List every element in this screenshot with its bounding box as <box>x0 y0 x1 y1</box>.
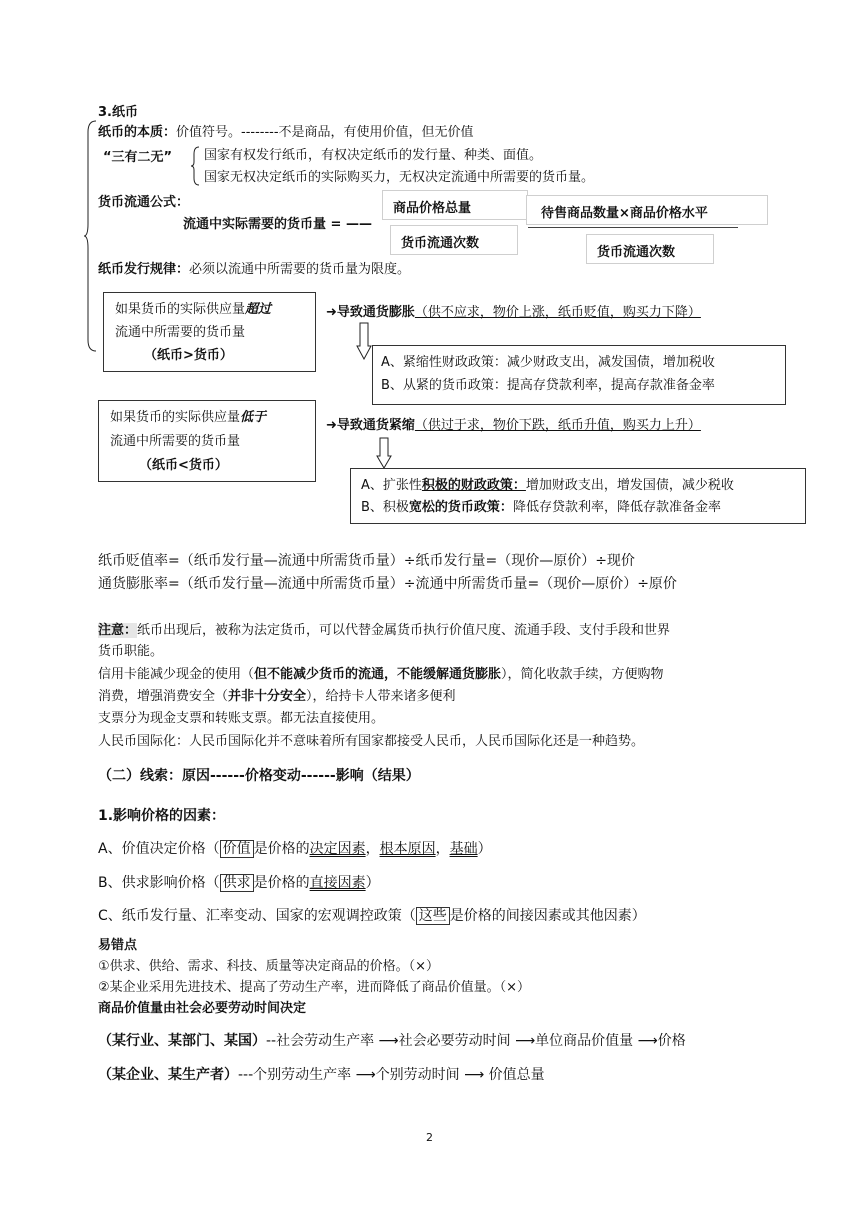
inflation-rate-formula: 通货膨胀率=（纸币发行量—流通中所需货币量）÷流通中所需货币量=（现价—原价）÷原价 <box>98 576 677 592</box>
note-line-3-c: ），简化收款手续，方便购物 <box>501 667 664 682</box>
inflation-line-1-text: 如果货币的实际供应量 <box>115 302 246 317</box>
deflation-policy-a-pre: A、扩张性 <box>361 478 422 493</box>
arrow-right-icon: ⟶ <box>459 1067 489 1083</box>
deflation-result-label: ➜导致通货紧缩 <box>326 418 415 433</box>
deflation-line-1 <box>110 409 266 427</box>
note-line-4-c: ），给持卡人带来诸多便利 <box>306 689 456 704</box>
factor-b-term1: 直接因素 <box>309 875 366 891</box>
factor-b-mid: 是价格的 <box>253 875 310 891</box>
note-line-2: 货币职能。 <box>98 644 164 659</box>
inflation-result <box>326 304 701 322</box>
arrow-right-icon: ⟶ <box>510 1033 536 1049</box>
error-point-2: ②某企业采用先进技术、提高了劳动生产率，进而降低了商品价值量。（×） <box>98 980 531 995</box>
value-heading: 商品价值量由社会必要劳动时间决定 <box>98 1001 307 1016</box>
factor-a-end: ） <box>477 841 492 857</box>
chain-individual-step2: 个别劳动时间 <box>375 1067 460 1083</box>
factor-a-pre: A、价值决定价格（ <box>98 841 220 857</box>
factor-a <box>98 839 492 859</box>
note-line-4 <box>98 688 456 706</box>
note-line-6: 人民币国际化：人民币国际化并不意味着所有国家都接受人民币，人民币国际化还是一种趋势。 <box>98 734 645 749</box>
factor-b-end: ） <box>365 875 380 891</box>
chain-society-step2: 社会必要劳动时间 <box>398 1033 511 1049</box>
deflation-policy-b-em: 宽松的货币政策： <box>408 500 513 515</box>
arrow-right-icon: ⟶ <box>374 1033 399 1049</box>
inflation-condition-box <box>103 292 316 372</box>
deflation-policy-b-pre: B、积极 <box>361 500 409 515</box>
essence-label: 纸币的本质： <box>98 125 177 140</box>
factor-c-pre: C、纸币发行量、汇率变动、国家的宏观调控政策（ <box>98 908 416 924</box>
chain-individual-step3: 价值总量 <box>488 1067 545 1083</box>
note-line-1-text: 纸币出现后，被称为法定货币，可以代替金属货币执行价值尺度、流通手段、支付手段和世界 <box>137 623 671 638</box>
chain-society-step3: 单位商品价值量 <box>535 1033 634 1049</box>
chain-society <box>98 1031 686 1051</box>
factor-b-pre: B、供求影响价格（ <box>98 875 220 891</box>
inflation-policy-b: B、从紧的货币政策：提高存贷款利率，提高存款准备金率 <box>381 378 715 393</box>
deflation-result <box>326 417 701 435</box>
deflation-policy-b <box>361 499 721 517</box>
formula-left: 流通中实际需要的货币量 = —— <box>183 217 372 232</box>
note-line-3-b: 但不能减少货币的流通，不能缓解通货膨胀 <box>254 667 502 682</box>
note-line-4-a: 消费，增强消费安全（ <box>98 689 229 704</box>
section-title: 3.纸币 <box>98 105 138 120</box>
fraction2-denominator: 货币流通次数 <box>586 234 714 264</box>
inflation-exceed: 超过 <box>245 302 272 317</box>
three-line-1: 国家有权发行纸币，有权决定纸币的发行量、种类、面值。 <box>204 148 543 163</box>
factor-b <box>98 873 380 893</box>
factor-c-end: 是价格的间接因素或其他因素） <box>449 908 646 924</box>
deflation-line-1-text: 如果货币的实际供应量 <box>110 410 241 425</box>
left-brace <box>84 120 98 352</box>
deflation-policy-a-em: 积极的财政政策： <box>421 478 526 493</box>
depreciation-rate-formula: 纸币贬值率=（纸币发行量—流通中所需货币量）÷纸币发行量=（现价—原价）÷现价 <box>98 553 635 569</box>
price-factors-heading: 1.影响价格的因素： <box>98 808 226 824</box>
formula-label: 货币流通公式： <box>98 195 190 210</box>
essence-text: 价值符号。--------不是商品，有使用价值，但无价值 <box>176 125 474 140</box>
error-point-1: ①供求、供给、需求、科技、质量等决定商品的价格。（×） <box>98 959 440 974</box>
factor-a-mid: 是价格的 <box>253 841 310 857</box>
note-line-4-b: 并非十分安全 <box>228 689 307 704</box>
down-arrow-icon <box>356 322 372 360</box>
arrow-right-icon: ⟶ <box>633 1033 658 1049</box>
factor-a-term1: 决定因素 <box>309 841 366 857</box>
factor-b-boxed: 供求 <box>220 874 254 892</box>
inflation-line-2: 流通中所需要的货币量 <box>115 325 246 340</box>
deflation-line-3: （纸币<货币） <box>139 458 228 473</box>
chain-society-label: （某行业、某部门、某国） <box>98 1033 266 1049</box>
note-label: 注意： <box>98 623 138 638</box>
inflation-result-label: ➜导致通货膨胀 <box>326 305 415 320</box>
arrow-right-icon: ⟶ <box>351 1067 376 1083</box>
note-line-3 <box>98 666 664 684</box>
factor-c <box>98 906 646 926</box>
factor-a-term3: 基础 <box>449 841 478 857</box>
chain-individual-step1: ---个别劳动生产率 <box>238 1067 352 1083</box>
factor-a-boxed: 价值 <box>220 840 254 858</box>
deflation-line-2: 流通中所需要的货币量 <box>110 434 241 449</box>
error-points-heading: 易错点 <box>98 938 138 953</box>
paper-money-essence <box>98 124 474 142</box>
page-number: 2 <box>426 1131 433 1144</box>
down-arrow-icon <box>376 437 392 469</box>
deflation-condition-box <box>98 400 316 482</box>
fraction1-denominator: 货币流通次数 <box>390 225 518 255</box>
chain-society-step4: 价格 <box>657 1033 686 1049</box>
factor-a-sep2: ， <box>435 841 450 857</box>
inflation-policy-box <box>372 345 786 405</box>
inflation-line-1 <box>115 301 271 319</box>
deflation-result-detail: （供过于求，物价下跌，纸币升值，购买力上升） <box>414 418 701 433</box>
inflation-policy-a: A、紧缩性财政政策：减少财政支出，减发国债，增加税收 <box>381 355 715 370</box>
deflation-policy-a <box>361 477 734 495</box>
factor-a-sep: ， <box>365 841 380 857</box>
factor-c-boxed: 这些 <box>416 907 450 925</box>
fraction-bar <box>528 227 738 228</box>
chain-individual <box>98 1065 545 1085</box>
three-have-two-not-label: “三有二无” <box>103 150 173 165</box>
inflation-result-detail: （供不应求，物价上涨，纸币贬值，购买力下降） <box>414 305 701 320</box>
fraction2-numerator: 待售商品数量×商品价格水平 <box>526 195 768 225</box>
deflation-below: 低于 <box>240 410 267 425</box>
note-line-1 <box>98 622 670 640</box>
chain-society-step1: --社会劳动生产率 <box>266 1033 375 1049</box>
note-line-3-a: 信用卡能减少现金的使用（ <box>98 667 255 682</box>
deflation-policy-box <box>350 468 806 524</box>
issuing-rule <box>98 261 410 279</box>
clue-heading: （二）线索：原因------价格变动------影响（结果） <box>98 768 420 784</box>
three-line-2: 国家无权决定纸币的实际购买力，无权决定流通中所需要的货币量。 <box>204 170 595 185</box>
inflation-line-3: （纸币>货币） <box>144 348 233 363</box>
note-line-5: 支票分为现金支票和转账支票。都无法直接使用。 <box>98 711 385 726</box>
deflation-policy-a-post: 增加财政支出，增发国债，减少税收 <box>525 478 734 493</box>
factor-a-term2: 根本原因 <box>379 841 436 857</box>
small-brace <box>190 146 200 186</box>
deflation-policy-b-post: 降低存贷款利率，降低存款准备金率 <box>512 500 721 515</box>
rule-text: 必须以流通中所需要的货币量为限度。 <box>189 262 411 277</box>
chain-individual-label: （某企业、某生产者） <box>98 1067 238 1083</box>
fraction1-numerator: 商品价格总量 <box>382 190 528 220</box>
rule-label: 纸币发行规律： <box>98 262 190 277</box>
